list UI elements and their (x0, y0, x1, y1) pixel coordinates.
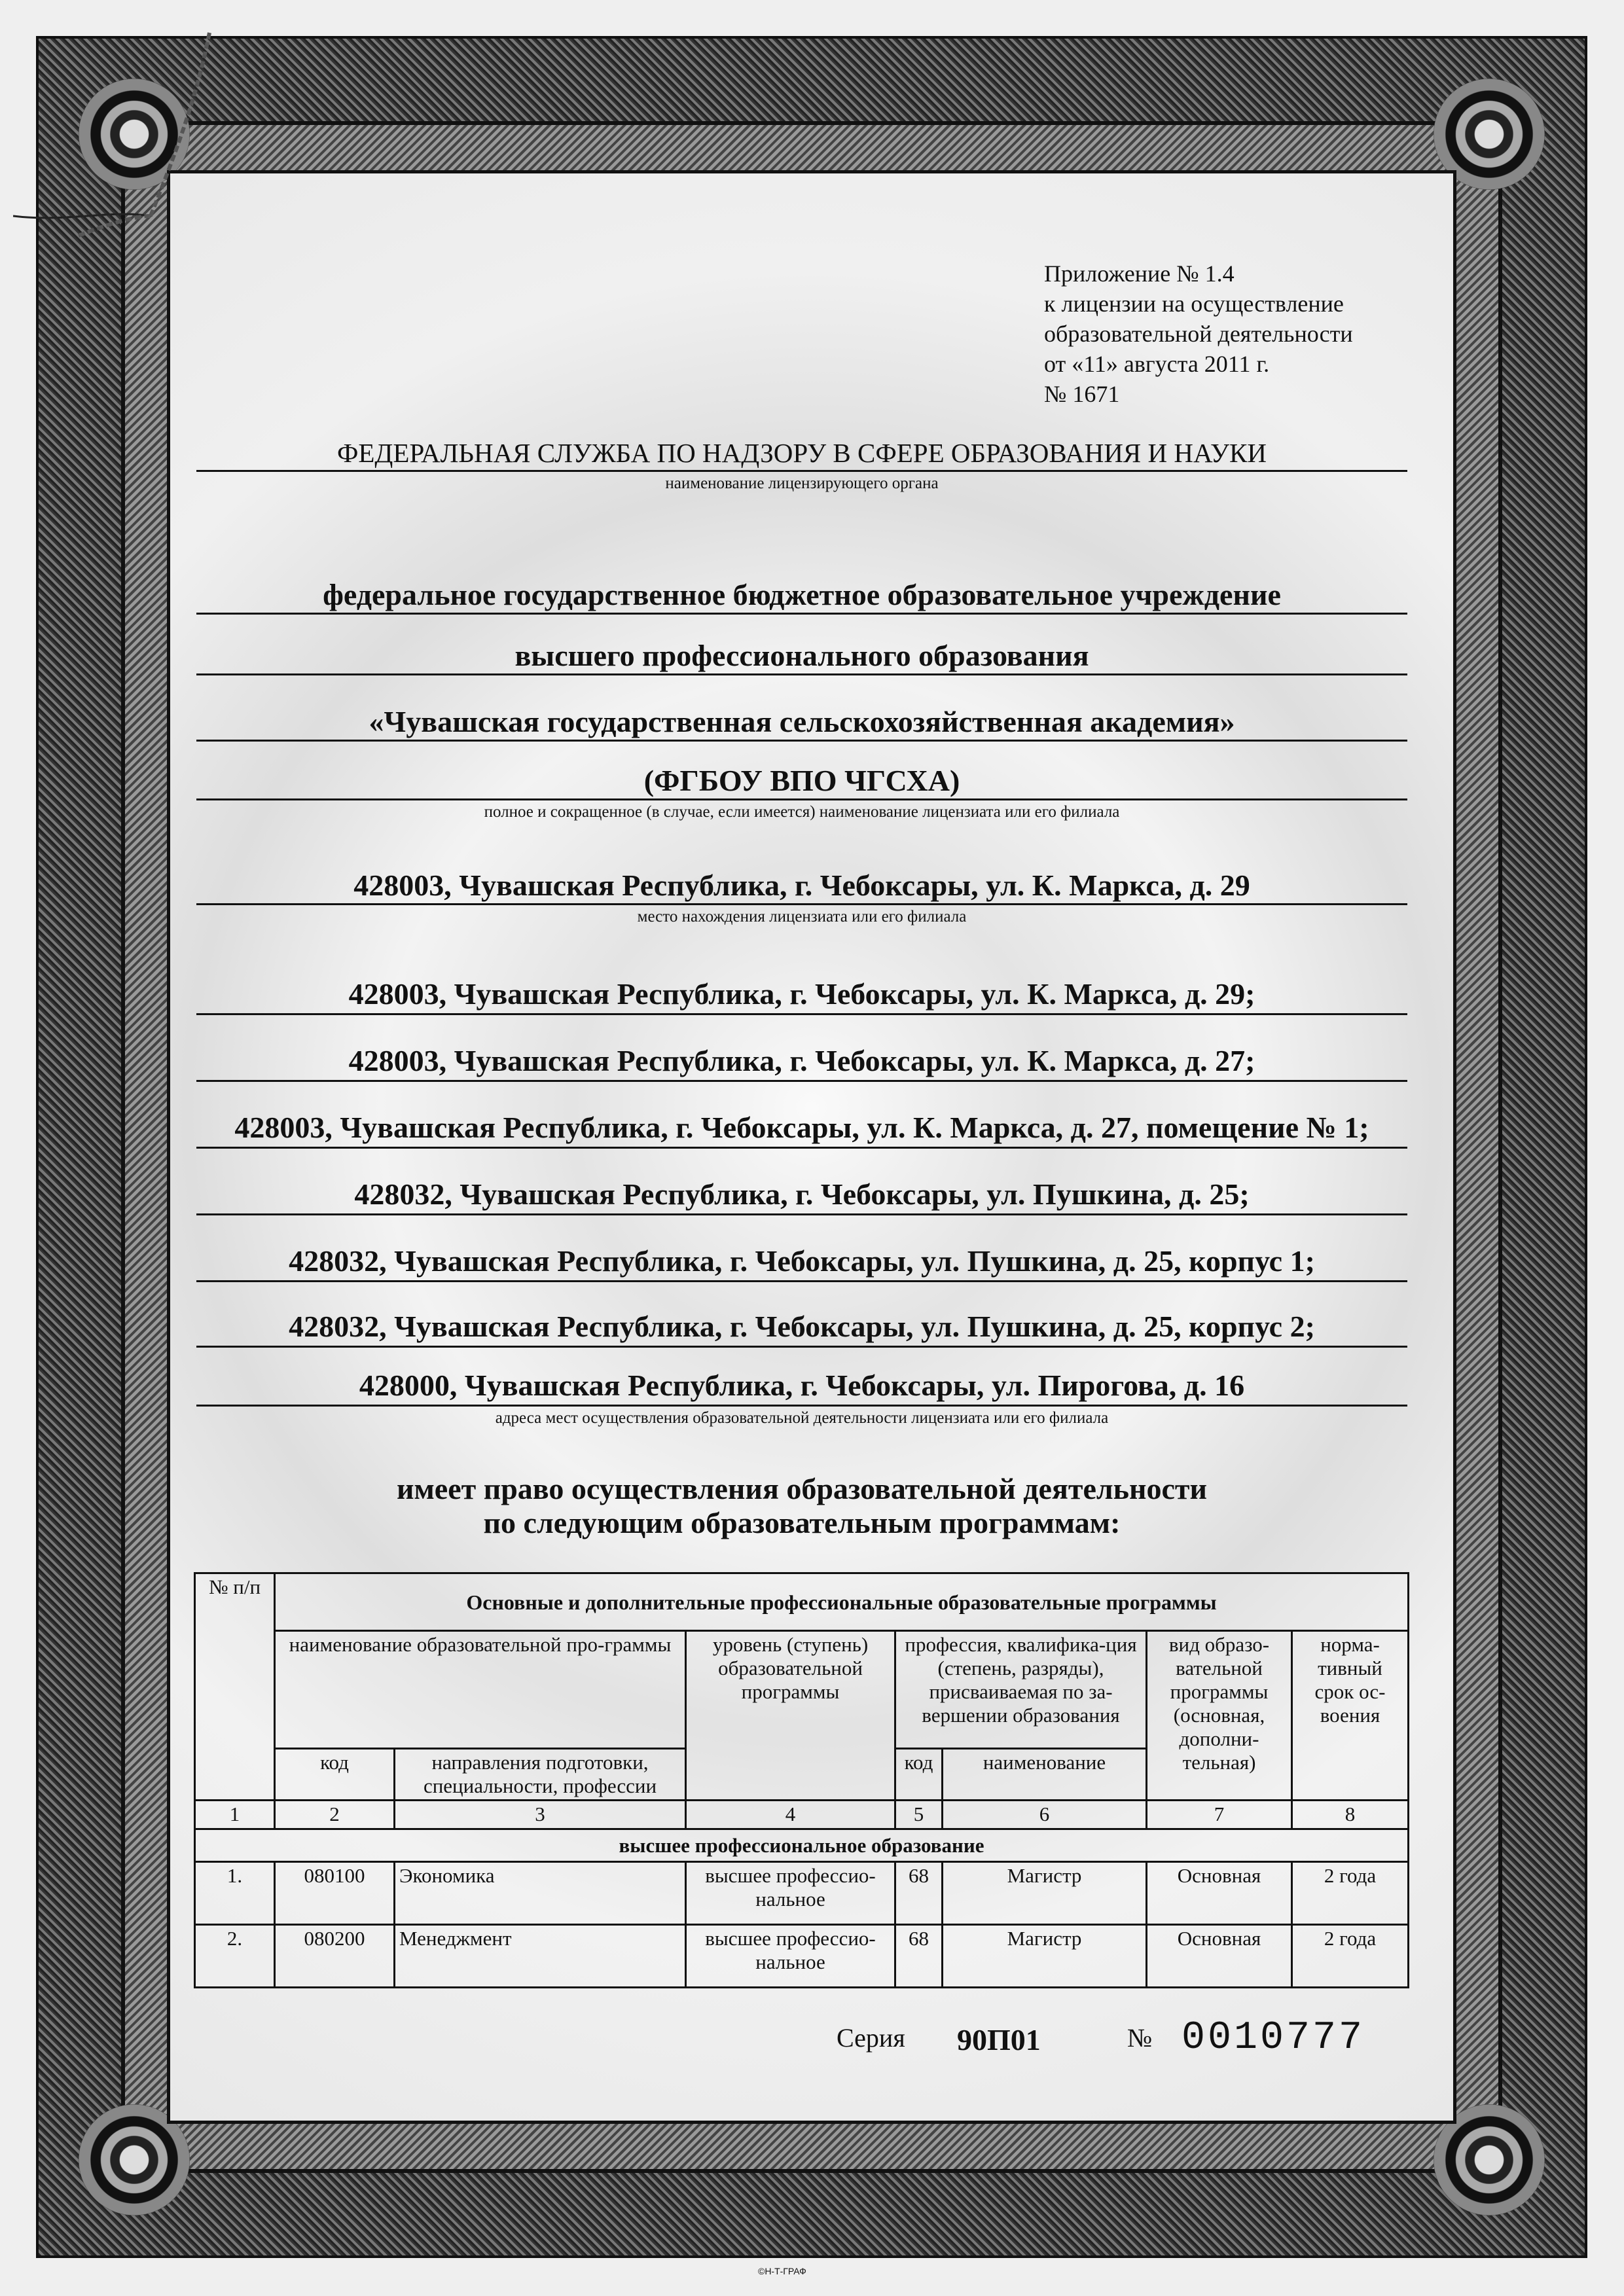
row-type: Основная (1147, 1862, 1292, 1925)
series-value: 90П01 (957, 2023, 1041, 2056)
appendix-header (1044, 259, 1353, 409)
column-number: 7 (1147, 1801, 1292, 1829)
authority-caption: наименование лицензирующего органа (665, 475, 939, 492)
appendix-line: № 1671 (1044, 381, 1120, 407)
licensee-line: федеральное государственное бюджетное образовательное учреждение (323, 578, 1281, 611)
row-q-name: Магистр (943, 1862, 1147, 1925)
row-direction: Менеджмент (395, 1925, 686, 1988)
row-code: 080100 (275, 1862, 395, 1925)
divider (196, 613, 1407, 615)
divider (196, 740, 1407, 742)
divider (196, 798, 1407, 800)
activity-address: 428000, Чувашская Республика, г. Чебоксары, ул. Пирогова, д. 16 (359, 1369, 1245, 1402)
row-direction: Экономика (395, 1862, 686, 1925)
licensee-short-name: (ФГБОУ ВПО ЧГСХА) (643, 764, 960, 797)
activity-address: 428003, Чувашская Республика, г. Чебоксары, ул. К. Маркса, д. 29; (348, 977, 1255, 1011)
column-number: 2 (275, 1801, 395, 1829)
binding-thread (13, 20, 229, 242)
row-term: 2 года (1292, 1862, 1409, 1925)
blank-number: 0010777 (1182, 2016, 1365, 2060)
activity-address: 428032, Чувашская Республика, г. Чебоксары, ул. Пушкина, д. 25, корпус 1; (289, 1244, 1315, 1278)
appendix-line: Приложение № 1.4 (1044, 260, 1235, 287)
column-number: 4 (686, 1801, 895, 1829)
table-row (195, 1862, 1409, 1925)
number-label: № (1127, 2023, 1153, 2053)
activity-caption: адреса мест осуществления образовательной деятельности лицензиата или его филиала (495, 1409, 1109, 1427)
programs-table (194, 1572, 1409, 1988)
row-number: 2. (195, 1925, 275, 1988)
table-row (195, 1925, 1409, 1988)
column-number: 6 (943, 1801, 1147, 1829)
appendix-line: от «11» августа 2011 г. (1044, 351, 1270, 377)
header-q-code: код (895, 1749, 943, 1801)
appendix-line: к лицензии на осуществление (1044, 291, 1344, 317)
activity-address: 428003, Чувашская Республика, г. Чебоксары, ул. К. Маркса, д. 27, помещение № 1; (234, 1111, 1369, 1144)
licensee-line: высшего профессионального образования (514, 639, 1089, 672)
divider (196, 1346, 1407, 1348)
table-header-row (195, 1573, 1409, 1631)
section-row (195, 1829, 1409, 1862)
header-code: код (275, 1749, 395, 1801)
column-number-row (195, 1801, 1409, 1829)
header-group: Основные и дополнительные профессиональные образовательные программы (275, 1573, 1409, 1631)
row-q-code: 68 (895, 1862, 943, 1925)
header-level: уровень (ступень) образовательной программы (686, 1631, 895, 1801)
divider (196, 470, 1407, 472)
right-statement: имеет право осуществления образовательной деятельности (396, 1472, 1208, 1505)
location-address: 428003, Чувашская Республика, г. Чебоксары, ул. К. Маркса, д. 29 (353, 869, 1250, 902)
row-level: высшее профессио-нальное (686, 1862, 895, 1925)
table-header-row (195, 1631, 1409, 1749)
header-qualification: профессия, квалифика-ция (степень, разряды), присваиваемая по за-вершении образования (895, 1631, 1147, 1749)
section-title: высшее профессиональное образование (195, 1829, 1409, 1862)
column-number: 1 (195, 1801, 275, 1829)
activity-address: 428032, Чувашская Республика, г. Чебоксары, ул. Пушкина, д. 25, корпус 2; (289, 1310, 1315, 1343)
activity-address: 428032, Чувашская Республика, г. Чебоксары, ул. Пушкина, д. 25; (354, 1177, 1250, 1211)
header-num: № п/п (195, 1573, 275, 1801)
header-program-name: наименование образовательной про-граммы (275, 1631, 686, 1749)
row-term: 2 года (1292, 1925, 1409, 1988)
row-level: высшее профессио-нальное (686, 1925, 895, 1988)
location-caption: место нахождения лицензиата или его филиала (637, 908, 967, 925)
divider (196, 1405, 1407, 1407)
column-number: 5 (895, 1801, 943, 1829)
divider (196, 1013, 1407, 1015)
row-number: 1. (195, 1862, 275, 1925)
header-type: вид образо-вательной программы (основная, дополни-тельная) (1147, 1631, 1292, 1801)
appendix-line: образовательной деятельности (1044, 321, 1353, 347)
row-type: Основная (1147, 1925, 1292, 1988)
column-number: 8 (1292, 1801, 1409, 1829)
row-code: 080200 (275, 1925, 395, 1988)
divider (196, 673, 1407, 675)
divider (196, 1080, 1407, 1082)
header-q-name: наименование (943, 1749, 1147, 1801)
column-number: 3 (395, 1801, 686, 1829)
divider (196, 1280, 1407, 1282)
divider (196, 1147, 1407, 1149)
series-label: Серия (837, 2023, 905, 2053)
row-q-name: Магистр (943, 1925, 1147, 1988)
divider (196, 903, 1407, 905)
row-q-code: 68 (895, 1925, 943, 1988)
header-term: норма-тивный срок ос-воения (1292, 1631, 1409, 1801)
activity-address: 428003, Чувашская Республика, г. Чебоксары, ул. К. Маркса, д. 27; (348, 1044, 1255, 1077)
printer-mark: ©Н-Т-ГРАФ (758, 2266, 806, 2276)
licensee-line: «Чувашская государственная сельскохозяйственная академия» (369, 705, 1235, 738)
authority-name: ФЕДЕРАЛЬНАЯ СЛУЖБА ПО НАДЗОРУ В СФЕРЕ ОБРАЗОВАНИЯ И НАУКИ (337, 438, 1267, 468)
licensee-caption: полное и сокращенное (в случае, если имеется) наименование лицензиата или его филиала (484, 803, 1120, 821)
right-statement: по следующим образовательным программам: (483, 1506, 1121, 1539)
divider (196, 1213, 1407, 1215)
header-direction: направления подготовки, специальности, профессии (395, 1749, 686, 1801)
